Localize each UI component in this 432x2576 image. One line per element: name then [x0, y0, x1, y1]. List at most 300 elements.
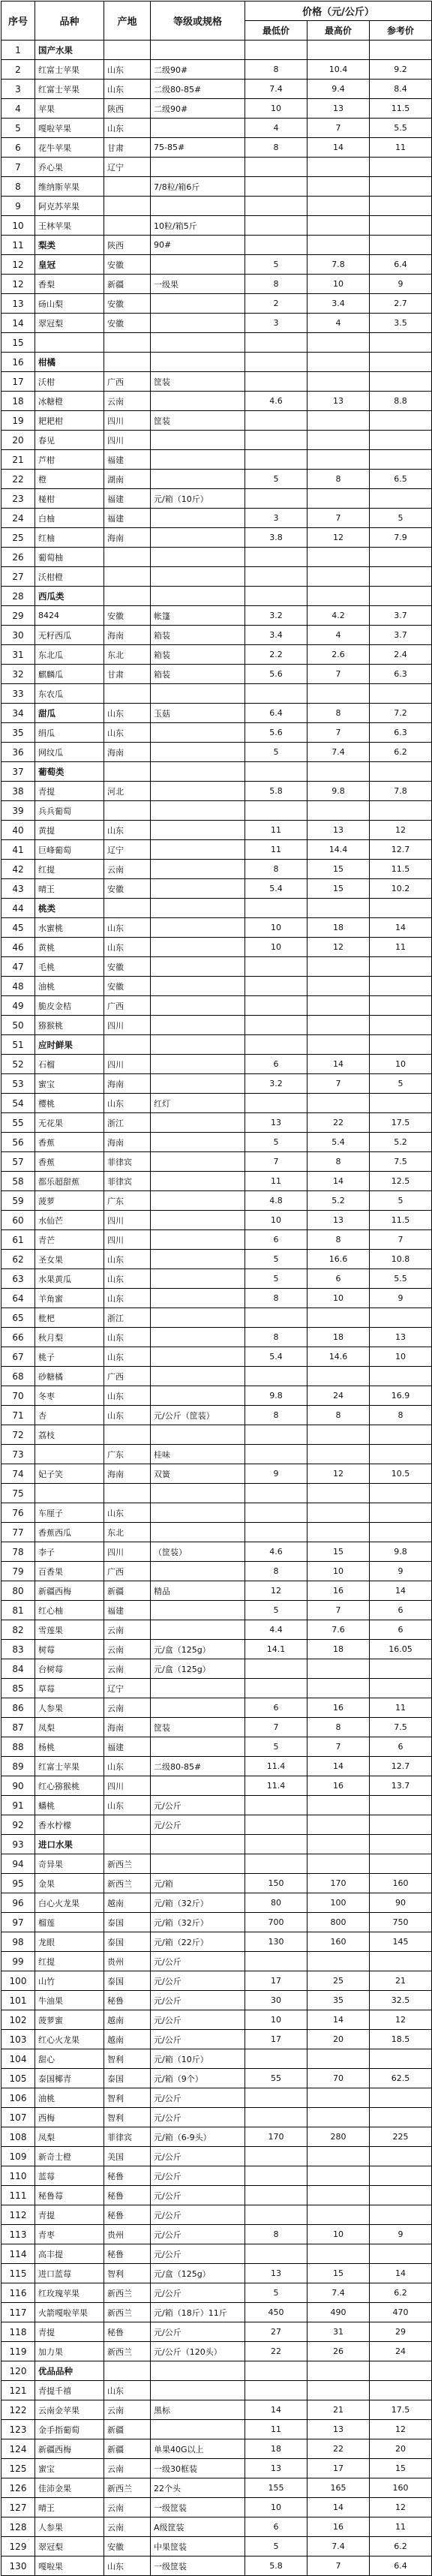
- row-high-price: 15: [308, 1542, 370, 1562]
- row-name: 香蕉西瓜: [35, 1523, 104, 1542]
- row-grade: [151, 743, 245, 762]
- row-grade: [151, 392, 245, 411]
- row-name: 都乐超甜蕉: [35, 1172, 104, 1191]
- row-low-price: 5.6: [245, 665, 308, 684]
- row-grade: （筐装）: [151, 1542, 245, 1562]
- row-seq: 124: [2, 2439, 35, 2459]
- row-name: 牛油果: [35, 1991, 104, 2010]
- row-low-price: 8: [245, 1289, 308, 1308]
- row-low-price: 10: [245, 99, 308, 119]
- row-name: 佳沛金果: [35, 2478, 104, 2498]
- table-row: [2, 606, 432, 626]
- row-seq: 49: [2, 996, 35, 1016]
- row-seq: 16: [2, 353, 35, 372]
- table-row: [2, 197, 432, 216]
- row-name: 白心火龙果: [35, 1893, 104, 1913]
- row-ref-price: 10.2: [370, 879, 432, 899]
- row-name: 蜜宝: [35, 1074, 104, 1094]
- table-row: [2, 2537, 432, 2556]
- row-high-price: 16.6: [308, 1250, 370, 1269]
- row-ref-price: [370, 1308, 432, 1328]
- row-grade: 元/箱: [151, 1874, 245, 1893]
- row-seq: 109: [2, 2147, 35, 2166]
- row-name: 火箭嘎啦苹果: [35, 2303, 104, 2322]
- row-origin: [104, 1035, 151, 1055]
- row-seq: 80: [2, 1581, 35, 1601]
- row-ref-price: 11: [370, 138, 432, 158]
- row-seq: 107: [2, 2108, 35, 2127]
- table-row: [2, 1659, 432, 1679]
- row-ref-price: [370, 1952, 432, 1971]
- row-origin: 新西兰: [104, 1874, 151, 1893]
- row-name: 8424: [35, 606, 104, 626]
- header-name: 品种: [35, 2, 104, 41]
- row-seq: 97: [2, 1913, 35, 1932]
- table-row: [2, 2322, 432, 2342]
- row-seq: 81: [2, 1601, 35, 1620]
- row-low-price: [245, 411, 308, 431]
- row-ref-price: 3.7: [370, 626, 432, 645]
- table-row: [2, 528, 432, 548]
- row-grade: 10粒/箱5斤: [151, 216, 245, 236]
- row-origin: 四川: [104, 1542, 151, 1562]
- row-ref-price: [370, 372, 432, 392]
- row-ref-price: [370, 977, 432, 996]
- row-ref-price: 2.4: [370, 645, 432, 665]
- table-row: [2, 567, 432, 587]
- row-high-price: [308, 1484, 370, 1503]
- table-row: [2, 1796, 432, 1815]
- row-name: 香梨: [35, 275, 104, 294]
- row-origin: 山东: [104, 2556, 151, 2576]
- row-high-price: [308, 1796, 370, 1815]
- table-row: [2, 1776, 432, 1796]
- row-high-price: 7.4: [308, 2537, 370, 2556]
- row-low-price: [245, 2147, 308, 2166]
- row-grade: 元/公斤: [151, 1815, 245, 1835]
- row-high-price: [308, 1425, 370, 1445]
- row-origin: 湖南: [104, 470, 151, 489]
- row-grade: 元/公斤: [151, 1971, 245, 1991]
- row-seq: 71: [2, 1406, 35, 1425]
- row-seq: 15: [2, 333, 35, 353]
- table-row: [2, 2517, 432, 2537]
- row-ref-price: 10.8: [370, 1250, 432, 1269]
- row-origin: 山东: [104, 1328, 151, 1347]
- row-grade: 双簧: [151, 1464, 245, 1484]
- table-row: [2, 1601, 432, 1620]
- row-ref-price: 6: [370, 1737, 432, 1757]
- row-origin: 山东: [104, 1757, 151, 1776]
- row-seq: 65: [2, 1308, 35, 1328]
- row-grade: [151, 1308, 245, 1328]
- row-seq: 19: [2, 411, 35, 431]
- row-high-price: 160: [308, 1932, 370, 1952]
- row-grade: 帐篷: [151, 606, 245, 626]
- header-price-group: 价格（元/公斤）: [245, 2, 432, 21]
- row-seq: 12: [2, 275, 35, 294]
- row-origin: 海南: [104, 743, 151, 762]
- row-high-price: [308, 996, 370, 1016]
- row-low-price: 27: [245, 2322, 308, 2342]
- row-ref-price: [370, 1035, 432, 1055]
- table-row: [2, 392, 432, 411]
- table-row: [2, 2400, 432, 2420]
- table-row: [2, 177, 432, 197]
- row-seq: 130: [2, 2556, 35, 2576]
- table-row: [2, 294, 432, 314]
- row-low-price: 8: [245, 860, 308, 879]
- row-grade: 中果筐装: [151, 2537, 245, 2556]
- row-seq: 24: [2, 509, 35, 528]
- row-name: 油桃: [35, 2088, 104, 2108]
- row-origin: 云南: [104, 1640, 151, 1659]
- row-grade: [151, 1016, 245, 1035]
- row-seq: 51: [2, 1035, 35, 1055]
- row-low-price: [245, 587, 308, 606]
- row-low-price: 17: [245, 2030, 308, 2049]
- row-origin: 新疆: [104, 1581, 151, 1601]
- row-high-price: 7: [308, 509, 370, 528]
- table-row: [2, 548, 432, 567]
- row-low-price: 9: [245, 1464, 308, 1484]
- row-origin: [104, 548, 151, 567]
- row-ref-price: 16.05: [370, 1640, 432, 1659]
- row-ref-price: [370, 1367, 432, 1386]
- row-high-price: 18: [308, 918, 370, 938]
- row-grade: 元/公斤: [151, 2010, 245, 2030]
- row-name: 红富士苹果: [35, 1757, 104, 1776]
- row-low-price: [245, 1016, 308, 1035]
- row-low-price: 13: [245, 2459, 308, 2478]
- row-ref-price: [370, 2186, 432, 2205]
- row-high-price: [308, 801, 370, 821]
- header-grade: 等级或规格: [151, 2, 245, 41]
- row-ref-price: 6: [370, 1601, 432, 1620]
- table-row: [2, 2361, 432, 2381]
- row-name: 冰糖橙: [35, 392, 104, 411]
- row-ref-price: 7.2: [370, 704, 432, 723]
- row-seq: 111: [2, 2186, 35, 2205]
- table-row: [2, 1016, 432, 1035]
- row-origin: [104, 587, 151, 606]
- row-grade: 筐装: [151, 1718, 245, 1737]
- row-name: 桃子: [35, 1347, 104, 1367]
- row-grade: 单果40G以上: [151, 2439, 245, 2459]
- row-low-price: 4.4: [245, 1620, 308, 1640]
- table-row: [2, 2244, 432, 2264]
- row-seq: 18: [2, 392, 35, 411]
- row-seq: 114: [2, 2244, 35, 2264]
- row-seq: 55: [2, 1113, 35, 1133]
- row-origin: 福建: [104, 1601, 151, 1620]
- row-seq: 63: [2, 1269, 35, 1289]
- row-grade: 元/箱（9个）: [151, 2069, 245, 2088]
- table-row: [2, 1893, 432, 1913]
- row-origin: 安徽: [104, 255, 151, 275]
- row-ref-price: 11: [370, 2517, 432, 2537]
- table-header: [2, 2, 432, 41]
- row-seq: 50: [2, 1016, 35, 1035]
- row-origin: [104, 801, 151, 821]
- row-grade: [151, 1854, 245, 1874]
- table-row: [2, 1464, 432, 1484]
- row-name: 巨峰葡萄: [35, 840, 104, 860]
- row-high-price: 10: [308, 1289, 370, 1308]
- row-ref-price: 160: [370, 1874, 432, 1893]
- row-grade: [151, 1620, 245, 1640]
- row-low-price: [245, 2361, 308, 2381]
- row-name: 翠冠梨: [35, 2537, 104, 2556]
- row-ref-price: [370, 2361, 432, 2381]
- row-origin: [104, 216, 151, 236]
- row-low-price: 8: [245, 60, 308, 80]
- row-seq: 36: [2, 743, 35, 762]
- row-high-price: [308, 587, 370, 606]
- row-ref-price: [370, 216, 432, 236]
- row-seq: 28: [2, 587, 35, 606]
- row-origin: 广东: [104, 1445, 151, 1464]
- row-low-price: 5: [245, 255, 308, 275]
- row-ref-price: 7.5: [370, 1152, 432, 1172]
- row-origin: 福建: [104, 509, 151, 528]
- row-grade: [151, 1562, 245, 1581]
- row-origin: [104, 567, 151, 587]
- row-low-price: [245, 333, 308, 353]
- row-origin: 安徽: [104, 606, 151, 626]
- row-grade: 二级90#: [151, 99, 245, 119]
- row-origin: 山东: [104, 1289, 151, 1308]
- row-low-price: 18: [245, 2439, 308, 2459]
- row-grade: 7/8粒/箱6斤: [151, 177, 245, 197]
- row-seq: 42: [2, 860, 35, 879]
- row-low-price: [245, 1835, 308, 1854]
- row-low-price: [245, 548, 308, 567]
- row-origin: 四川: [104, 1211, 151, 1230]
- row-low-price: 450: [245, 2303, 308, 2322]
- row-seq: 38: [2, 782, 35, 801]
- row-grade: 元/公斤（120头）: [151, 2342, 245, 2361]
- row-seq: 59: [2, 1191, 35, 1211]
- row-grade: [151, 1152, 245, 1172]
- row-seq: 72: [2, 1425, 35, 1445]
- table-row: [2, 489, 432, 509]
- row-high-price: 22: [308, 2439, 370, 2459]
- row-origin: 云南: [104, 392, 151, 411]
- row-high-price: [308, 899, 370, 918]
- row-origin: 云南: [104, 1620, 151, 1640]
- row-grade: 元/公斤: [151, 2283, 245, 2303]
- row-grade: [151, 938, 245, 957]
- row-ref-price: 14: [370, 1581, 432, 1601]
- row-high-price: 170: [308, 1874, 370, 1893]
- row-high-price: 14: [308, 2498, 370, 2517]
- row-name: 金果: [35, 1874, 104, 1893]
- row-seq: 78: [2, 1542, 35, 1562]
- row-low-price: 10: [245, 1211, 308, 1230]
- row-high-price: 7.6: [308, 1620, 370, 1640]
- row-origin: 安徽: [104, 977, 151, 996]
- row-low-price: [245, 684, 308, 704]
- row-low-price: [245, 236, 308, 255]
- row-grade: A级筐装: [151, 2517, 245, 2537]
- row-high-price: 35: [308, 1991, 370, 2010]
- row-ref-price: 9.2: [370, 60, 432, 80]
- row-seq: 62: [2, 1250, 35, 1269]
- row-high-price: [308, 1659, 370, 1679]
- row-name: 龙眼: [35, 1932, 104, 1952]
- table-row: [2, 1874, 432, 1893]
- row-low-price: [245, 2186, 308, 2205]
- row-origin: 新西兰: [104, 2303, 151, 2322]
- row-seq: 70: [2, 1386, 35, 1406]
- row-name: 橙: [35, 470, 104, 489]
- row-seq: 37: [2, 762, 35, 782]
- row-grade: [151, 1211, 245, 1230]
- row-ref-price: 7.5: [370, 1718, 432, 1737]
- row-name: 甜瓜: [35, 704, 104, 723]
- row-name: 优品品种: [35, 2361, 104, 2381]
- row-grade: 元/公斤: [151, 2166, 245, 2186]
- row-ref-price: 18.5: [370, 2030, 432, 2049]
- row-high-price: 8: [308, 470, 370, 489]
- row-low-price: 55: [245, 2069, 308, 2088]
- row-low-price: [245, 2381, 308, 2400]
- row-high-price: 8: [308, 1406, 370, 1425]
- row-grade: [151, 353, 245, 372]
- table-row: [2, 41, 432, 60]
- row-low-price: 6.4: [245, 704, 308, 723]
- row-name: 杨桃: [35, 1737, 104, 1757]
- row-grade: [151, 2361, 245, 2381]
- row-high-price: 7: [308, 1074, 370, 1094]
- table-row: [2, 138, 432, 158]
- row-seq: 95: [2, 1874, 35, 1893]
- row-grade: [151, 1113, 245, 1133]
- row-name: 甜心: [35, 2049, 104, 2069]
- row-origin: 东北: [104, 645, 151, 665]
- row-seq: 29: [2, 606, 35, 626]
- row-seq: 2: [2, 60, 35, 80]
- row-seq: 127: [2, 2498, 35, 2517]
- row-grade: [151, 1679, 245, 1698]
- row-low-price: [245, 1425, 308, 1445]
- row-ref-price: 10: [370, 1055, 432, 1074]
- table-row: [2, 1172, 432, 1191]
- row-ref-price: 6.4: [370, 2556, 432, 2576]
- row-name: 人参果: [35, 2517, 104, 2537]
- row-ref-price: 5: [370, 1074, 432, 1094]
- row-origin: 山东: [104, 1503, 151, 1523]
- row-high-price: 14.6: [308, 1347, 370, 1367]
- row-seq: 93: [2, 1835, 35, 1854]
- row-grade: [151, 567, 245, 587]
- row-ref-price: 9.8: [370, 1542, 432, 1562]
- row-low-price: [245, 431, 308, 450]
- row-name: 晴王: [35, 2498, 104, 2517]
- row-high-price: [308, 1952, 370, 1971]
- row-high-price: [308, 1445, 370, 1464]
- row-origin: 山东: [104, 1796, 151, 1815]
- row-grade: [151, 1835, 245, 1854]
- row-low-price: [245, 353, 308, 372]
- row-ref-price: [370, 2166, 432, 2186]
- row-low-price: [245, 41, 308, 60]
- table-row: [2, 372, 432, 392]
- row-name: 冬枣: [35, 1386, 104, 1406]
- row-origin: 海南: [104, 1074, 151, 1094]
- row-name: 李子: [35, 1542, 104, 1562]
- row-ref-price: [370, 177, 432, 197]
- row-name: 青提: [35, 2322, 104, 2342]
- row-origin: 云南: [104, 1659, 151, 1679]
- row-name: 维纳斯苹果: [35, 177, 104, 197]
- row-origin: 福建: [104, 489, 151, 509]
- table-row: [2, 2147, 432, 2166]
- row-grade: [151, 450, 245, 470]
- row-name: 人参果: [35, 1698, 104, 1718]
- row-low-price: [245, 2244, 308, 2264]
- row-name: 树莓: [35, 1640, 104, 1659]
- row-low-price: [245, 2049, 308, 2069]
- row-seq: 106: [2, 2088, 35, 2108]
- row-seq: 13: [2, 294, 35, 314]
- row-low-price: 5.8: [245, 2556, 308, 2576]
- table-row: [2, 723, 432, 743]
- row-high-price: 13: [308, 2420, 370, 2439]
- row-high-price: 8: [308, 1230, 370, 1250]
- table-row: [2, 431, 432, 450]
- row-grade: [151, 1698, 245, 1718]
- row-ref-price: [370, 2147, 432, 2166]
- row-grade: 元/箱（32斤）: [151, 1913, 245, 1932]
- row-origin: 安徽: [104, 314, 151, 333]
- row-high-price: [308, 548, 370, 567]
- row-high-price: 15: [308, 860, 370, 879]
- row-origin: 美国: [104, 2147, 151, 2166]
- row-name: 凤梨: [35, 1718, 104, 1737]
- row-name: 红玫瑰苹果: [35, 2283, 104, 2303]
- row-seq: 120: [2, 2361, 35, 2381]
- row-name: [35, 333, 104, 353]
- table-row: [2, 1230, 432, 1250]
- row-grade: [151, 431, 245, 450]
- row-name: 红柚: [35, 528, 104, 548]
- row-grade: 元/公斤: [151, 2108, 245, 2127]
- row-name: 红心猕猴桃: [35, 1776, 104, 1796]
- row-seq: 98: [2, 1932, 35, 1952]
- table-row: [2, 1698, 432, 1718]
- row-origin: 山东: [104, 1269, 151, 1289]
- row-high-price: 12: [308, 528, 370, 548]
- row-ref-price: [370, 899, 432, 918]
- table-row: [2, 1854, 432, 1874]
- row-ref-price: 6.2: [370, 2283, 432, 2303]
- row-ref-price: 160: [370, 2478, 432, 2498]
- row-grade: 元/公斤: [151, 1952, 245, 1971]
- row-low-price: 10: [245, 918, 308, 938]
- row-grade: 元/箱（10斤）: [151, 489, 245, 509]
- row-grade: 元/公斤: [151, 2225, 245, 2244]
- row-name: 妃子笑: [35, 1464, 104, 1484]
- row-ref-price: [370, 197, 432, 216]
- table-row: [2, 665, 432, 684]
- row-origin: 山东: [104, 1347, 151, 1367]
- price-sheet: [1, 1, 431, 2576]
- table-row: [2, 704, 432, 723]
- row-grade: 精品: [151, 1581, 245, 1601]
- row-origin: 广西: [104, 1367, 151, 1386]
